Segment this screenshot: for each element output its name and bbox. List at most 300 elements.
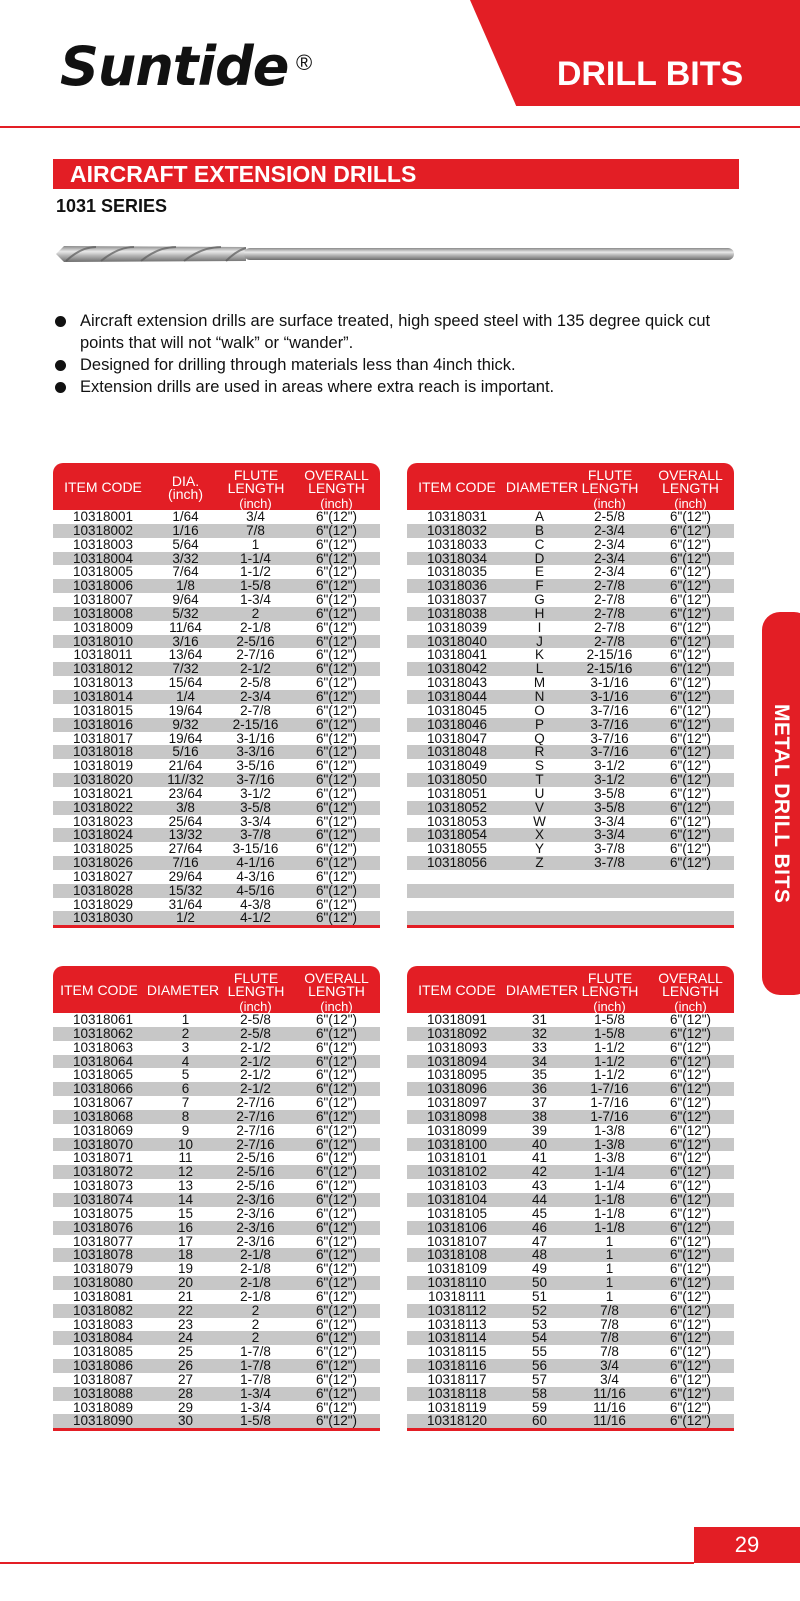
- table-row: [407, 1304, 734, 1318]
- overall-length-cell: 6"(12"): [315, 744, 358, 760]
- table-row: [407, 884, 734, 898]
- overall-length-cell: 6"(12"): [315, 758, 358, 774]
- overall-length-cell: 6"(12"): [669, 522, 712, 538]
- item-code-cell: 10318110: [427, 1275, 487, 1291]
- brand-logo: Suntide: [60, 35, 289, 98]
- diameter-cell: 38: [531, 1108, 548, 1124]
- table-row: [53, 870, 380, 884]
- flute-length-cell: 2-5/8: [240, 1012, 271, 1027]
- item-code-cell: 10318073: [72, 1178, 134, 1194]
- diameter-cell: J: [536, 633, 543, 649]
- overall-length-cell: 6"(12"): [315, 1095, 358, 1111]
- flute-length-cell: 2-5/8: [240, 675, 271, 691]
- flute-length-cell: 1-5/8: [240, 578, 271, 594]
- table-row: [407, 1165, 734, 1179]
- col-header-flute: FLUTE LENGTH: [227, 970, 285, 999]
- col-header-flute: FLUTE LENGTH: [581, 467, 639, 496]
- col-header-item-code: ITEM CODE: [418, 479, 496, 495]
- item-code-cell: 10318067: [72, 1095, 134, 1111]
- item-code-cell: 10318024: [72, 827, 134, 843]
- diameter-cell: 19/64: [168, 730, 203, 746]
- table-row: [407, 801, 734, 815]
- item-code-cell: 10318092: [426, 1025, 488, 1041]
- table-row: [407, 870, 734, 884]
- item-code-cell: 10318020: [72, 772, 134, 788]
- table-row: [407, 538, 734, 552]
- flute-length-cell: 2-7/8: [240, 702, 271, 718]
- flute-length-cell: 2-7/16: [236, 1136, 275, 1152]
- table-row: [53, 1193, 380, 1207]
- overall-length-cell: 6"(12"): [315, 1261, 358, 1277]
- item-code-cell: 10318028: [72, 882, 134, 898]
- table-row: [53, 662, 380, 676]
- diameter-cell: 1/16: [172, 522, 199, 538]
- overall-length-cell: 6"(12"): [669, 702, 712, 718]
- item-code-cell: 10318102: [426, 1164, 488, 1180]
- table-row: [53, 1013, 380, 1027]
- flute-length-cell: 1-7/16: [590, 1108, 629, 1124]
- flute-length-cell: 3/4: [600, 1371, 619, 1387]
- item-code-cell: 10318071: [72, 1150, 134, 1166]
- item-code-cell: 10318081: [72, 1288, 134, 1304]
- diameter-cell: 55: [531, 1344, 548, 1360]
- flute-length-cell: 2-3/16: [236, 1205, 275, 1221]
- overall-length-cell: 6"(12"): [315, 1205, 358, 1221]
- overall-length-cell: 6"(12"): [315, 772, 358, 788]
- diameter-cell: 42: [531, 1164, 548, 1180]
- flute-length-cell: 2-1/8: [240, 1275, 271, 1291]
- diameter-cell: N: [534, 688, 545, 704]
- table-row: [407, 828, 734, 842]
- flute-length-cell: 2: [251, 1330, 260, 1346]
- overall-length-cell: 6"(12"): [669, 758, 712, 774]
- diameter-cell: 12: [177, 1164, 194, 1180]
- col-header-flute-unit: (inch): [239, 496, 272, 511]
- table-row: [53, 828, 380, 842]
- diameter-cell: 3/8: [176, 799, 195, 815]
- diameter-cell: 29: [177, 1399, 194, 1415]
- flute-length-cell: 3-5/16: [236, 758, 275, 774]
- item-code-cell: 10318053: [426, 813, 488, 829]
- overall-length-cell: 6"(12"): [315, 827, 358, 843]
- flute-length-cell: 1-1/2: [594, 1053, 625, 1069]
- overall-length-cell: 6"(12"): [669, 1233, 712, 1249]
- table-row: [407, 1096, 734, 1110]
- table-row: [407, 1235, 734, 1249]
- flute-length-cell: 1: [251, 536, 260, 552]
- table-row: [407, 690, 734, 704]
- table-row: [407, 911, 734, 925]
- col-header-overall: OVERALL LENGTH: [658, 467, 723, 496]
- feature-item: Extension drills are used in areas where extra reach is important.: [52, 376, 732, 398]
- diameter-cell: 18: [177, 1247, 194, 1263]
- col-header-diameter: DIAMETER: [505, 479, 579, 495]
- overall-length-cell: 6"(12"): [669, 827, 712, 843]
- diameter-cell: 15/32: [168, 882, 203, 898]
- flute-length-cell: 1: [605, 1261, 614, 1277]
- item-code-cell: 10318105: [426, 1205, 488, 1221]
- table-row: [407, 1138, 734, 1152]
- item-code-cell: 10318043: [426, 675, 488, 691]
- diameter-cell: A: [534, 509, 544, 524]
- overall-length-cell: 6"(12"): [315, 730, 358, 746]
- table-row: [53, 1138, 380, 1152]
- table-row: [53, 607, 380, 621]
- overall-length-cell: 6"(12"): [315, 1385, 358, 1401]
- diameter-cell: 11//32: [167, 772, 204, 788]
- col-header-flute: FLUTE LENGTH: [227, 467, 285, 496]
- table-body: [407, 510, 734, 925]
- table-row: [53, 898, 380, 912]
- flute-length-cell: 3-7/16: [590, 702, 629, 718]
- item-code-cell: 10318074: [72, 1191, 134, 1207]
- col-header-flute-unit: (inch): [593, 999, 626, 1014]
- item-code-cell: 10318018: [72, 744, 134, 760]
- item-code-cell: 10318051: [426, 785, 488, 801]
- diameter-cell: 31/64: [168, 896, 203, 912]
- overall-length-cell: 6"(12"): [315, 522, 358, 538]
- item-code-cell: 10318072: [72, 1164, 134, 1180]
- diameter-cell: M: [533, 675, 546, 691]
- overall-length-cell: 6"(12"): [669, 550, 712, 566]
- overall-length-cell: 6"(12"): [669, 675, 712, 691]
- flute-length-cell: 3-7/16: [236, 772, 275, 788]
- category-title: DRILL BITS: [556, 55, 744, 93]
- col-header-overall-unit: (inch): [320, 496, 353, 511]
- diameter-cell: 19/64: [168, 702, 203, 718]
- flute-length-cell: 1-7/8: [240, 1371, 271, 1387]
- table-row: [53, 732, 380, 746]
- overall-length-cell: 6"(12"): [315, 868, 358, 884]
- item-code-cell: 10318077: [72, 1233, 134, 1249]
- overall-length-cell: 6"(12"): [315, 1219, 358, 1235]
- diameter-cell: 8: [181, 1108, 190, 1124]
- item-code-cell: 10318117: [427, 1371, 487, 1387]
- table-row: [407, 1387, 734, 1401]
- overall-length-cell: 6"(12"): [315, 855, 358, 871]
- item-code-cell: 10318112: [427, 1302, 487, 1318]
- item-code-cell: 10318039: [426, 619, 488, 635]
- table-row: [53, 593, 380, 607]
- flute-length-cell: 2-3/16: [236, 1219, 275, 1235]
- flute-length-cell: 3-5/8: [594, 785, 625, 801]
- item-code-cell: 10318035: [426, 564, 488, 580]
- overall-length-cell: 6"(12"): [669, 605, 712, 621]
- flute-length-cell: 2-1/2: [240, 1067, 271, 1083]
- overall-length-cell: 6"(12"): [669, 1012, 712, 1027]
- item-code-cell: 10318032: [426, 522, 488, 538]
- overall-length-cell: 6"(12"): [315, 1330, 358, 1346]
- flute-length-cell: 2-7/16: [236, 647, 275, 663]
- table-row: [407, 1013, 734, 1027]
- diameter-cell: 47: [531, 1233, 548, 1249]
- table-row: [407, 1151, 734, 1165]
- item-code-cell: 10318003: [72, 536, 134, 552]
- feature-item: Designed for drilling through materials less than 4inch thick.: [52, 354, 732, 376]
- diameter-cell: W: [533, 813, 546, 829]
- diameter-cell: 11: [178, 1150, 193, 1166]
- diameter-cell: 2: [181, 1025, 190, 1041]
- diameter-cell: 5/32: [172, 605, 199, 621]
- item-code-cell: 10318041: [426, 647, 488, 663]
- item-code-cell: 10318054: [426, 827, 488, 843]
- flute-length-cell: 1: [605, 1233, 614, 1249]
- col-header-item-code: ITEM CODE: [418, 982, 496, 998]
- overall-length-cell: 6"(12"): [315, 1191, 358, 1207]
- item-code-cell: 10318118: [427, 1385, 487, 1401]
- table-row: [407, 1248, 734, 1262]
- overall-length-cell: 6"(12"): [669, 1261, 712, 1277]
- flute-length-cell: 3-7/16: [590, 730, 629, 746]
- diameter-cell: T: [535, 772, 544, 788]
- diameter-cell: R: [534, 744, 545, 760]
- table-row: [407, 718, 734, 732]
- overall-length-cell: 6"(12"): [669, 1316, 712, 1332]
- item-code-cell: 10318013: [72, 675, 134, 691]
- overall-length-cell: 6"(12"): [669, 1150, 712, 1166]
- flute-length-cell: 1-1/2: [594, 1067, 625, 1083]
- diameter-cell: 9/64: [172, 592, 199, 608]
- item-code-cell: 10318038: [426, 605, 488, 621]
- overall-length-cell: 6"(12"): [315, 1150, 358, 1166]
- col-header-overall: OVERALL LENGTH: [304, 467, 369, 496]
- flute-length-cell: 3-3/4: [240, 813, 271, 829]
- item-code-cell: 10318075: [72, 1205, 134, 1221]
- item-code-cell: 10318107: [426, 1233, 488, 1249]
- diameter-cell: 37: [531, 1095, 548, 1111]
- overall-length-cell: 6"(12"): [669, 1191, 712, 1207]
- item-code-cell: 10318093: [426, 1039, 488, 1055]
- diameter-cell: 3/32: [172, 550, 199, 566]
- overall-length-cell: 6"(12"): [669, 647, 712, 663]
- flute-length-cell: 7/8: [600, 1330, 619, 1346]
- flute-length-cell: 3-7/8: [240, 827, 271, 843]
- table-row: [53, 842, 380, 856]
- diameter-cell: 24: [177, 1330, 194, 1346]
- overall-length-cell: 6"(12"): [315, 882, 358, 898]
- overall-length-cell: 6"(12"): [315, 1371, 358, 1387]
- overall-length-cell: 6"(12"): [669, 730, 712, 746]
- diameter-cell: 7: [181, 1095, 190, 1111]
- flute-length-cell: 3-1/16: [590, 675, 629, 691]
- table-row: [407, 898, 734, 912]
- flute-length-cell: 2: [251, 605, 260, 621]
- item-code-cell: 10318068: [72, 1108, 134, 1124]
- item-code-cell: 10318026: [72, 855, 134, 871]
- overall-length-cell: 6"(12"): [669, 855, 712, 871]
- flute-length-cell: 1-3/4: [240, 1399, 271, 1415]
- table-row: [53, 1290, 380, 1304]
- table-row: [407, 1055, 734, 1069]
- table-header: [53, 966, 380, 1013]
- table-row: [53, 1110, 380, 1124]
- diameter-cell: 13/64: [168, 647, 203, 663]
- table-header: [407, 463, 734, 510]
- diameter-cell: 13/32: [168, 827, 203, 843]
- col-header-flute-unit: (inch): [239, 999, 272, 1014]
- item-code-cell: 10318009: [72, 619, 134, 635]
- flute-length-cell: 1-7/8: [240, 1344, 271, 1360]
- item-code-cell: 10318014: [72, 688, 134, 704]
- overall-length-cell: 6"(12"): [315, 813, 358, 829]
- table-row: [53, 815, 380, 829]
- diameter-cell: Z: [535, 855, 544, 871]
- table-row: [53, 1318, 380, 1332]
- overall-length-cell: 6"(12"): [315, 1178, 358, 1194]
- overall-length-cell: 6"(12"): [315, 633, 358, 649]
- flute-length-cell: 3-1/16: [590, 688, 629, 704]
- spec-table-fractional: [53, 463, 380, 928]
- item-code-cell: 10318083: [72, 1316, 134, 1332]
- drill-bit-image: [56, 243, 736, 265]
- table-row: [407, 1110, 734, 1124]
- flute-length-cell: 2-7/16: [236, 1122, 275, 1138]
- diameter-cell: 1/2: [176, 910, 195, 926]
- table-row: [407, 773, 734, 787]
- diameter-cell: 23: [177, 1316, 194, 1332]
- table-row: [407, 1290, 734, 1304]
- flute-length-cell: 1-7/8: [240, 1358, 271, 1374]
- flute-length-cell: 3-7/16: [590, 716, 629, 732]
- table-row: [53, 884, 380, 898]
- item-code-cell: 10318090: [72, 1413, 134, 1429]
- flute-length-cell: 2-1/2: [240, 661, 271, 677]
- feature-list: [52, 310, 732, 398]
- table-row: [53, 745, 380, 759]
- diameter-cell: V: [534, 799, 544, 815]
- diameter-cell: 17: [177, 1233, 194, 1249]
- feature-item: Aircraft extension drills are surface treated, high speed steel with 135 degree quick cut points that will not “walk” or “wander”.: [52, 310, 732, 354]
- overall-length-cell: 6"(12"): [669, 564, 712, 580]
- overall-length-cell: 6"(12"): [669, 716, 712, 732]
- overall-length-cell: 6"(12"): [669, 744, 712, 760]
- flute-length-cell: 2-5/16: [236, 1150, 275, 1166]
- item-code-cell: 10318004: [72, 550, 134, 566]
- item-code-cell: 10318109: [426, 1261, 488, 1277]
- diameter-cell: 44: [531, 1191, 548, 1207]
- overall-length-cell: 6"(12"): [315, 1358, 358, 1374]
- diameter-cell: S: [534, 758, 544, 774]
- table-row: [53, 1304, 380, 1318]
- diameter-cell: 5: [181, 1067, 190, 1083]
- table-row: [53, 1041, 380, 1055]
- flute-length-cell: 4-1/16: [236, 855, 275, 871]
- table-row: [407, 732, 734, 746]
- diameter-cell: 20: [177, 1275, 194, 1291]
- item-code-cell: 10318031: [426, 509, 488, 524]
- item-code-cell: 10318098: [426, 1108, 488, 1124]
- item-code-cell: 10318015: [72, 702, 134, 718]
- table-row: [53, 1331, 380, 1345]
- item-code-cell: 10318079: [72, 1261, 134, 1277]
- item-code-cell: 10318088: [72, 1385, 134, 1401]
- item-code-cell: 10318033: [426, 536, 488, 552]
- item-code-cell: 10318021: [72, 785, 134, 801]
- flute-length-cell: 3-1/2: [594, 772, 625, 788]
- diameter-cell: 46: [531, 1219, 548, 1235]
- diameter-cell: E: [534, 564, 544, 580]
- table-row: [407, 524, 734, 538]
- table-row: [407, 662, 734, 676]
- flute-length-cell: 1-3/4: [240, 592, 271, 608]
- overall-length-cell: 6"(12"): [315, 1344, 358, 1360]
- diameter-cell: 50: [531, 1275, 548, 1291]
- item-code-cell: 10318044: [426, 688, 488, 704]
- overall-length-cell: 6"(12"): [315, 1108, 358, 1124]
- flute-length-cell: 3-1/2: [240, 785, 271, 801]
- diameter-cell: 58: [531, 1385, 548, 1401]
- table-row: [53, 1345, 380, 1359]
- table-row: [53, 1068, 380, 1082]
- col-header-overall: OVERALL LENGTH: [304, 970, 369, 999]
- flute-length-cell: 3-15/16: [232, 841, 279, 857]
- table-header: [407, 966, 734, 1013]
- diameter-cell: D: [534, 550, 545, 566]
- diameter-cell: 41: [531, 1150, 548, 1166]
- item-code-cell: 10318106: [426, 1219, 488, 1235]
- flute-length-cell: 1-1/4: [594, 1178, 625, 1194]
- item-code-cell: 10318063: [72, 1039, 134, 1055]
- table-row: [53, 565, 380, 579]
- flute-length-cell: 1-3/4: [240, 1385, 271, 1401]
- diameter-cell: 1/8: [176, 578, 195, 594]
- table-row: [53, 1096, 380, 1110]
- flute-length-cell: 1-7/16: [590, 1095, 629, 1111]
- flute-length-cell: 1-1/8: [594, 1219, 625, 1235]
- diameter-cell: L: [535, 661, 544, 677]
- flute-length-cell: 2-3/4: [240, 688, 271, 704]
- spec-table-number-31-60: [407, 966, 734, 1431]
- item-code-cell: 10318045: [426, 702, 488, 718]
- table-row: [53, 579, 380, 593]
- table-row: [407, 745, 734, 759]
- overall-length-cell: 6"(12"): [315, 619, 358, 635]
- flute-length-cell: 7/8: [246, 522, 265, 538]
- item-code-cell: 10318091: [426, 1012, 488, 1027]
- item-code-cell: 10318111: [427, 1288, 487, 1304]
- diameter-cell: 59: [531, 1399, 548, 1415]
- item-code-cell: 10318047: [426, 730, 488, 746]
- flute-length-cell: 3-7/16: [590, 744, 629, 760]
- diameter-cell: 3/16: [172, 633, 199, 649]
- diameter-cell: F: [535, 578, 544, 594]
- flute-length-cell: 1-1/8: [594, 1205, 625, 1221]
- overall-length-cell: 6"(12"): [669, 1108, 712, 1124]
- overall-length-cell: 6"(12"): [315, 1247, 358, 1263]
- diameter-cell: U: [534, 785, 545, 801]
- item-code-cell: 10318069: [72, 1122, 134, 1138]
- overall-length-cell: 6"(12"): [669, 772, 712, 788]
- overall-length-cell: 6"(12"): [315, 1164, 358, 1180]
- overall-length-cell: 6"(12"): [315, 688, 358, 704]
- diameter-cell: 49: [531, 1261, 548, 1277]
- flute-length-cell: 2-1/8: [240, 1247, 271, 1263]
- overall-length-cell: 6"(12"): [669, 633, 712, 649]
- item-code-cell: 10318080: [72, 1275, 134, 1291]
- overall-length-cell: 6"(12"): [669, 1358, 712, 1374]
- overall-length-cell: 6"(12"): [315, 799, 358, 815]
- overall-length-cell: 6"(12"): [669, 1371, 712, 1387]
- diameter-cell: 27: [177, 1371, 194, 1387]
- overall-length-cell: 6"(12"): [669, 509, 712, 524]
- flute-length-cell: 2-3/4: [594, 536, 625, 552]
- overall-length-cell: 6"(12"): [669, 1067, 712, 1083]
- side-tab-label: METAL DRILL BITS: [770, 703, 793, 904]
- item-code-cell: 10318011: [73, 647, 133, 663]
- table-row: [407, 648, 734, 662]
- table-row: [407, 579, 734, 593]
- table-row: [407, 1401, 734, 1415]
